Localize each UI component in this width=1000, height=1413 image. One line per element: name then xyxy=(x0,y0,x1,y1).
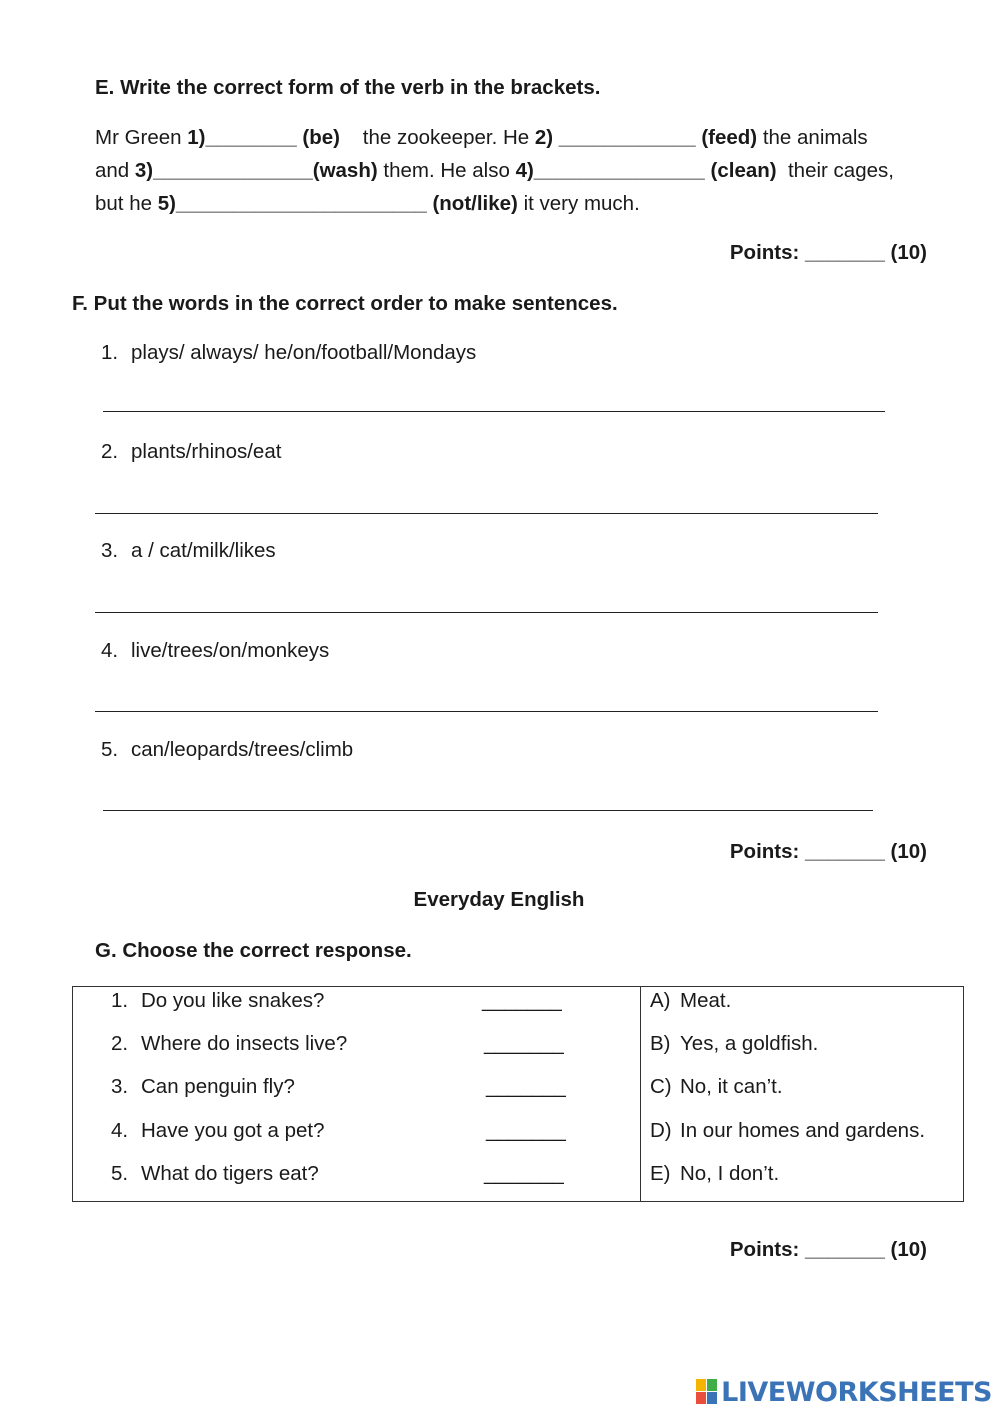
section-e-line-1 xyxy=(95,121,935,154)
answer-line-4[interactable] xyxy=(95,711,878,712)
section-f-item xyxy=(101,341,476,365)
question-row xyxy=(111,1032,347,1056)
section-e-line-2 xyxy=(95,154,935,187)
answer-line-2[interactable] xyxy=(95,513,878,514)
item-number: 3. xyxy=(101,539,119,562)
item-words: plays/ always/ he/on/football/Mondays xyxy=(131,341,477,364)
section-e-heading: E. Write the correct form of the verb in the brackets. xyxy=(95,76,601,99)
question-text: What do tigers eat? xyxy=(141,1162,319,1185)
bold-segment: (not/like) xyxy=(432,192,518,215)
text-segment: but he xyxy=(95,192,158,215)
answer-blank[interactable]: _______ xyxy=(484,1162,564,1185)
text-segment: them. He also xyxy=(377,159,516,182)
bold-segment: (be) xyxy=(302,126,340,149)
bold-segment: (clean) xyxy=(710,159,777,182)
logo-text: LIVEWORKSHEETS xyxy=(721,1376,992,1408)
responses-column xyxy=(641,987,964,1202)
text-segment: the zookeeper. He xyxy=(340,126,535,149)
bold-segment: 2) ____________ xyxy=(534,126,702,149)
text-segment: and xyxy=(95,159,135,182)
section-f-item xyxy=(101,539,276,563)
questions-column xyxy=(73,987,641,1202)
question-text: Where do insects live? xyxy=(141,1032,348,1055)
response-row xyxy=(650,1075,783,1099)
response-text: No, I don’t. xyxy=(680,1162,780,1185)
question-row xyxy=(111,1119,325,1143)
section-f-heading: F. Put the words in the correct order to make sentences. xyxy=(72,292,618,315)
section-g-heading: G. Choose the correct response. xyxy=(95,939,412,962)
bold-segment: 1)________ xyxy=(187,126,303,149)
liveworksheets-logo xyxy=(696,1375,992,1409)
response-row xyxy=(650,1119,925,1143)
answer-blank[interactable]: _______ xyxy=(486,1075,566,1098)
response-letter: E) xyxy=(650,1162,671,1185)
section-f-item xyxy=(101,440,281,464)
response-letter: C) xyxy=(650,1075,672,1098)
text-segment: their cages, xyxy=(776,159,894,182)
item-words: a / cat/milk/likes xyxy=(131,539,276,562)
response-text: In our homes and gardens. xyxy=(680,1119,926,1142)
question-number: 2. xyxy=(111,1032,129,1055)
liveworksheets-mark-icon xyxy=(696,1379,718,1405)
question-number: 5. xyxy=(111,1162,129,1185)
bold-segment: 3)______________(wash) xyxy=(134,159,378,182)
question-row xyxy=(111,1075,295,1099)
item-number: 4. xyxy=(101,639,119,662)
answer-line-5[interactable] xyxy=(103,810,873,811)
section-f-points: Points: _______ (10) xyxy=(729,840,927,863)
answer-blank[interactable]: _______ xyxy=(482,989,562,1012)
text-segment: Mr Green xyxy=(95,126,188,149)
question-text: Have you got a pet? xyxy=(141,1119,325,1142)
matching-table xyxy=(72,986,964,1202)
response-row xyxy=(650,1032,818,1056)
item-words: plants/rhinos/eat xyxy=(131,440,282,463)
question-number: 1. xyxy=(111,989,129,1012)
response-row xyxy=(650,989,731,1013)
question-number: 4. xyxy=(111,1119,129,1142)
question-text: Do you like snakes? xyxy=(141,989,325,1012)
answer-blank[interactable]: _______ xyxy=(486,1119,566,1142)
question-row xyxy=(111,1162,319,1186)
response-letter: A) xyxy=(650,989,671,1012)
section-f-item xyxy=(101,639,329,663)
bold-segment: 4)_______________ xyxy=(515,159,711,182)
answer-line-3[interactable] xyxy=(95,612,878,613)
item-words: can/leopards/trees/climb xyxy=(131,738,354,761)
response-text: Yes, a goldfish. xyxy=(680,1032,819,1055)
response-text: Meat. xyxy=(680,989,732,1012)
question-row xyxy=(111,989,324,1013)
response-row xyxy=(650,1162,779,1186)
section-f-item xyxy=(101,738,353,762)
question-text: Can penguin fly? xyxy=(141,1075,295,1098)
response-letter: B) xyxy=(650,1032,671,1055)
section-g-points: Points: _______ (10) xyxy=(729,1238,927,1261)
bold-segment: 5)______________________ xyxy=(157,192,433,215)
text-segment: the animals xyxy=(757,126,868,149)
item-number: 5. xyxy=(101,738,119,761)
response-letter: D) xyxy=(650,1119,672,1142)
response-text: No, it can’t. xyxy=(680,1075,783,1098)
section-e-paragraph xyxy=(95,121,935,220)
section-e-line-3 xyxy=(95,187,935,220)
answer-blank[interactable]: _______ xyxy=(484,1032,564,1055)
question-number: 3. xyxy=(111,1075,129,1098)
everyday-english-title: Everyday English xyxy=(413,888,585,911)
section-e-points: Points: _______ (10) xyxy=(729,241,927,264)
item-number: 2. xyxy=(101,440,119,463)
item-words: live/trees/on/monkeys xyxy=(131,639,330,662)
item-number: 1. xyxy=(101,341,119,364)
answer-line-1[interactable] xyxy=(103,411,885,412)
text-segment: it very much. xyxy=(517,192,640,215)
bold-segment: (feed) xyxy=(701,126,758,149)
